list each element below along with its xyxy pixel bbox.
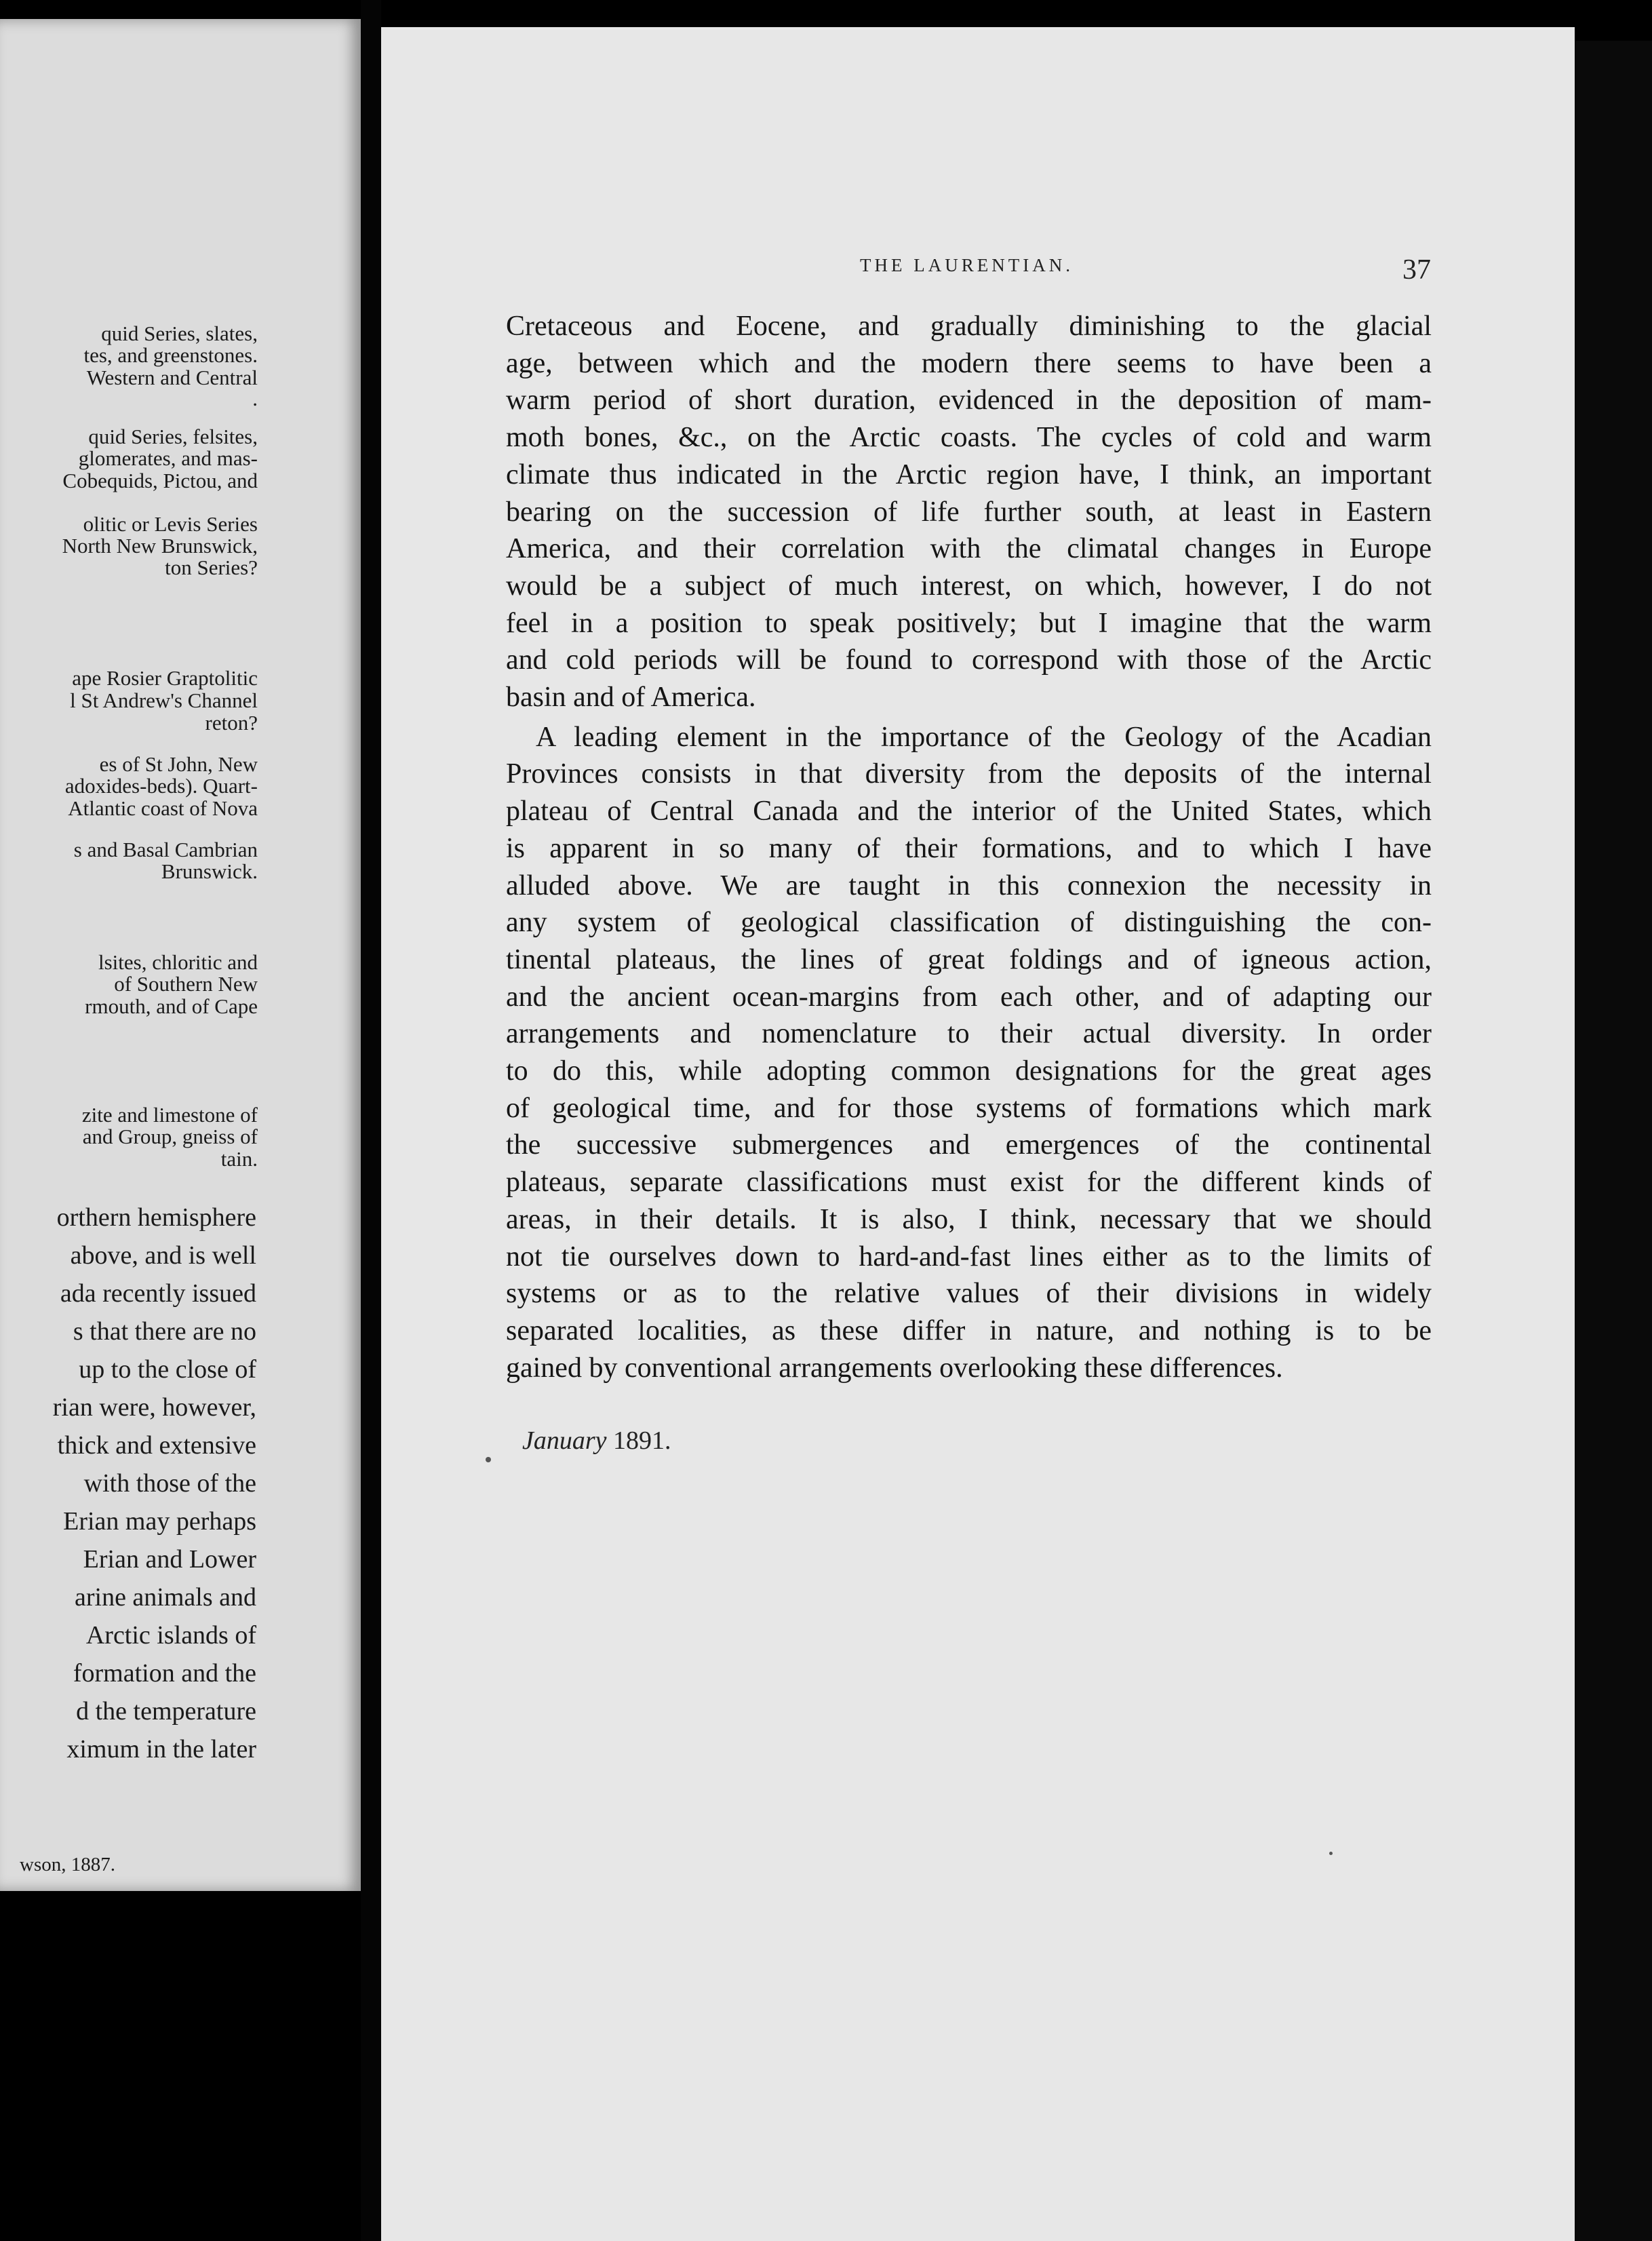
body-line: gained by conventional arrangements overlooking these differences. bbox=[506, 1352, 1283, 1384]
left-page-line: Western and Central bbox=[86, 366, 258, 389]
left-page-line: Erian and Lower bbox=[83, 1545, 256, 1574]
left-page-footnote: wson, 1887. bbox=[20, 1854, 115, 1875]
left-page-line: s that there are no bbox=[73, 1317, 256, 1346]
left-page-line: ape Rosier Graptolitic bbox=[72, 666, 258, 690]
left-page-line: s and Basal Cambrian bbox=[73, 838, 258, 861]
body-line: of geological time, and for those systems of formations which mark bbox=[506, 1092, 1432, 1124]
body-line: is apparent in so many of their formations, and to which I have bbox=[506, 832, 1432, 864]
left-page-line: Cobequids, Pictou, and bbox=[62, 469, 258, 492]
left-page-line: lsites, chloritic and bbox=[98, 950, 258, 974]
left-page-line: olitic or Levis Series bbox=[83, 512, 258, 536]
body-line: would be a subject of much interest, on which, however, I do not bbox=[506, 570, 1432, 602]
signature-month: January bbox=[522, 1426, 607, 1455]
previous-page bbox=[0, 19, 361, 1891]
page-number: 37 bbox=[1402, 254, 1431, 286]
dust-speck bbox=[486, 1457, 491, 1462]
body-line: systems or as to the relative values of their divisions in widely bbox=[506, 1278, 1432, 1310]
left-page-line: rian were, however, bbox=[52, 1393, 256, 1422]
body-line: areas, in their details. It is also, I think, necessary that we should bbox=[506, 1203, 1432, 1235]
paragraph-start-line: A leading element in the importance of the Geology of the Acadian bbox=[536, 721, 1432, 753]
left-page-line: tain. bbox=[220, 1147, 258, 1171]
left-page-line: tes, and greenstones. bbox=[83, 343, 258, 367]
body-line: separated localities, as these differ in nature, and nothing is to be bbox=[506, 1314, 1432, 1346]
left-page-line: ximum in the later bbox=[66, 1735, 256, 1763]
left-page-line: zite and limestone of bbox=[81, 1103, 258, 1127]
body-line: warm period of short duration, evidenced in the deposition of mam- bbox=[506, 385, 1432, 416]
left-page-line: Arctic islands of bbox=[85, 1621, 256, 1650]
body-line: tinental plateaus, the lines of great foldings and of igneous action, bbox=[506, 943, 1432, 975]
left-page-line: Brunswick. bbox=[161, 859, 258, 883]
left-page-line: reton? bbox=[205, 711, 258, 735]
left-page-line: North New Brunswick, bbox=[62, 534, 258, 558]
left-page-line: orthern hemisphere bbox=[56, 1203, 256, 1232]
body-line: America, and their correlation with the climatal changes in Europe bbox=[506, 533, 1432, 565]
left-page-line: formation and the bbox=[73, 1659, 256, 1688]
left-page-line: rmouth, and of Cape bbox=[85, 994, 258, 1018]
left-page-line: ton Series? bbox=[165, 556, 258, 579]
left-page-line: d the temperature bbox=[76, 1697, 256, 1726]
body-line: bearing on the succession of life further south, at least in Eastern bbox=[506, 496, 1432, 528]
left-page-line: thick and extensive bbox=[57, 1431, 256, 1460]
running-head: THE LAURENTIAN. bbox=[860, 255, 1074, 275]
body-line: feel in a position to speak positively; but I imagine that the warm bbox=[506, 607, 1432, 639]
left-page-line: es of St John, New bbox=[99, 752, 258, 776]
signature-year: 1891. bbox=[613, 1426, 671, 1455]
left-page-line: and Group, gneiss of bbox=[82, 1125, 258, 1148]
body-line: basin and of America. bbox=[506, 682, 756, 713]
left-page-line: ada recently issued bbox=[60, 1279, 256, 1308]
left-page-line: glomerates, and mas- bbox=[78, 446, 258, 470]
left-page-line: quid Series, felsites, bbox=[88, 425, 258, 448]
body-line: Cretaceous and Eocene, and gradually diminishing to the glacial bbox=[506, 311, 1432, 342]
left-page-line: up to the close of bbox=[79, 1355, 256, 1384]
body-line: plateaus, separate classifications must exist for the different kinds of bbox=[506, 1167, 1432, 1199]
left-page-line: . bbox=[252, 387, 258, 410]
body-line: and the ancient ocean-margins from each other, and of adapting our bbox=[506, 981, 1432, 1013]
left-page-line: above, and is well bbox=[70, 1241, 256, 1270]
body-line: any system of geological classification of distinguishing the con- bbox=[506, 907, 1432, 939]
left-page-line: adoxides-beds). Quart- bbox=[64, 774, 258, 798]
body-line: moth bones, &c., on the Arctic coasts. The cycles of cold and warm bbox=[506, 422, 1432, 454]
body-line: plateau of Central Canada and the interior of the United States, which bbox=[506, 796, 1432, 827]
body-line: age, between which and the modern there seems to have been a bbox=[506, 347, 1432, 379]
left-page-line: of Southern New bbox=[114, 972, 258, 996]
body-line: alluded above. We are taught in this connexion the necessity in bbox=[506, 870, 1432, 901]
dust-speck bbox=[1329, 1852, 1333, 1855]
book-gutter bbox=[361, 0, 381, 2241]
left-page-line: l St Andrew's Channel bbox=[70, 688, 258, 712]
body-line: climate thus indicated in the Arctic region have, I think, an important bbox=[506, 459, 1432, 490]
left-page-line: Erian may perhaps bbox=[63, 1507, 256, 1536]
left-page-line: Atlantic coast of Nova bbox=[68, 796, 258, 820]
left-page-line: arine animals and bbox=[74, 1583, 256, 1612]
date-signature bbox=[522, 1426, 671, 1456]
left-page-line: with those of the bbox=[83, 1469, 256, 1498]
body-line: arrangements and nomenclature to their actual diversity. In order bbox=[506, 1018, 1432, 1050]
body-line: the successive submergences and emergences of the continental bbox=[506, 1129, 1432, 1161]
body-line: and cold periods will be found to correspond with those of the Arctic bbox=[506, 644, 1432, 676]
page-edge bbox=[1575, 41, 1652, 2241]
body-line: Provinces consists in that diversity from the deposits of the internal bbox=[506, 758, 1432, 790]
body-line: not tie ourselves down to hard-and-fast lines either as to the limits of bbox=[506, 1241, 1432, 1272]
body-line: to do this, while adopting common designations for the great ages bbox=[506, 1055, 1432, 1087]
left-page-line: quid Series, slates, bbox=[101, 321, 258, 345]
